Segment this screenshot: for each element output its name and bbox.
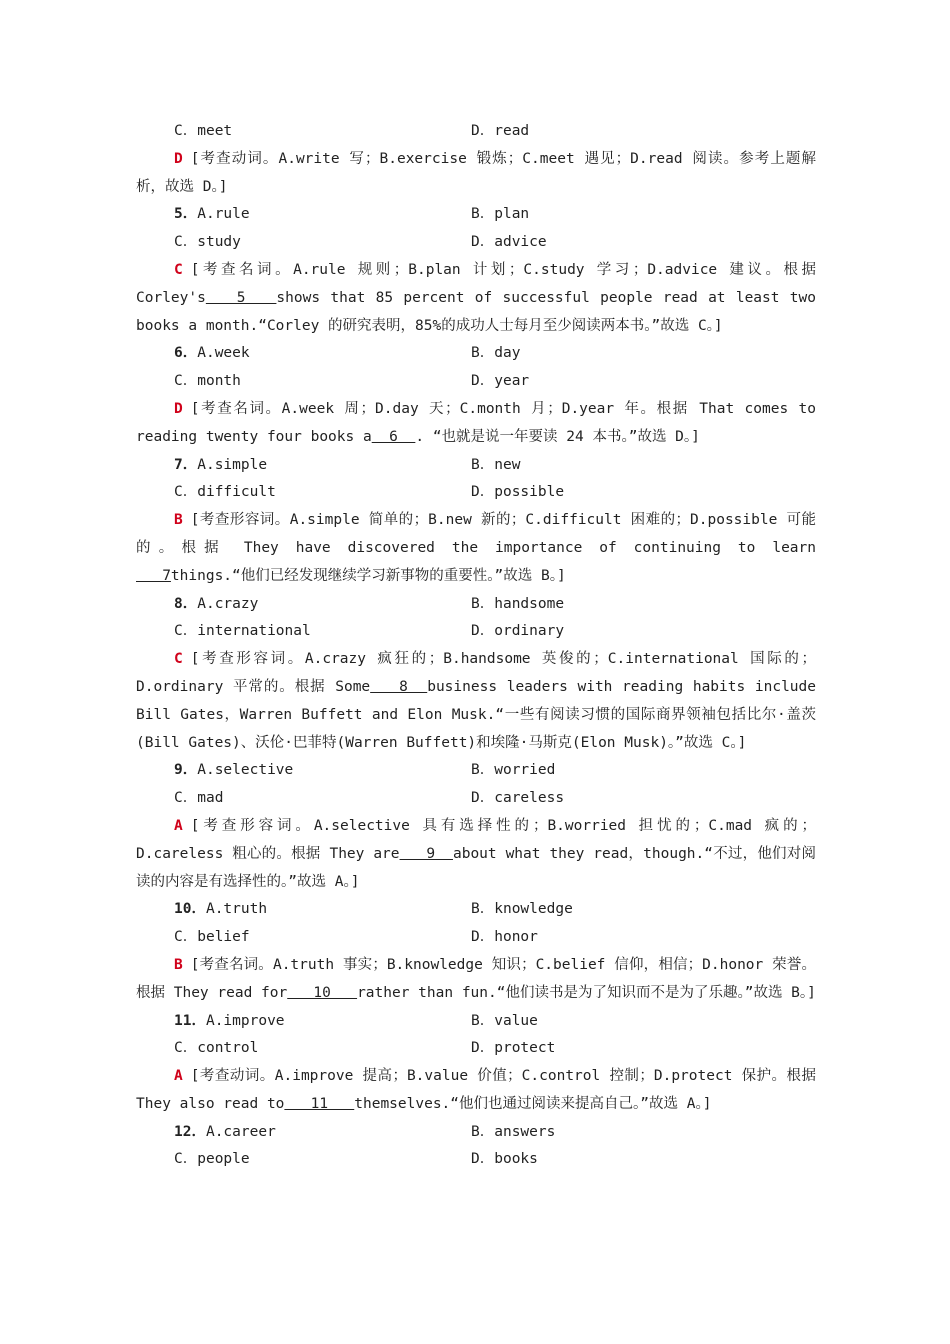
option-text: A.selective: [197, 762, 294, 779]
option-left: [136, 924, 471, 952]
blank-number: 8: [370, 678, 428, 695]
option-left: [136, 757, 471, 785]
option-left: [136, 340, 471, 368]
explanation: [136, 146, 816, 202]
answer-letter: B: [174, 956, 183, 973]
explanation-text-continued: themselves.“他们也通过阅读来提高自己。”故选 A。]: [354, 1095, 712, 1112]
option-text: A.truth: [205, 901, 268, 918]
blank-number: 7: [136, 567, 171, 584]
option-row: [136, 591, 816, 619]
option-right: B．value: [471, 1012, 538, 1029]
explanation: [136, 646, 816, 757]
option-right: D．protect: [471, 1040, 556, 1057]
option-text: C．difficult: [174, 484, 276, 501]
option-left: [136, 591, 471, 619]
option-row: [136, 757, 816, 785]
option-left: [136, 229, 471, 257]
explanation: [136, 507, 816, 590]
explanation-text-continued: business leaders with reading habits include Bill Gates，Warren Buffett and Elon Musk.“一些有阅读习惯的国际商界领袖包括比尔·盖茨(Bill Gates)、沃伦·巴菲特(Warren Buffett)和埃隆·马斯克(Elon Musk)。”故选 C。]: [136, 678, 816, 751]
option-right: D．honor: [471, 929, 538, 946]
option-right: B．handsome: [471, 595, 565, 612]
question-number: 12．: [174, 1123, 206, 1140]
option-text: C．mad: [174, 790, 224, 807]
explanation-text-continued: about what they read，though.“不过，他们对阅读的内容是有选择性的。”故选 A。]: [136, 845, 816, 890]
option-text: C．international: [174, 623, 311, 640]
option-right: D．possible: [471, 484, 565, 501]
explanation-text: [考查名词。A.rule 规则；B.plan 计划；C.study 学习；D.advice 建议。根据 Corley's: [136, 261, 816, 306]
option-row: [136, 229, 816, 257]
answer-letter: D: [174, 400, 183, 417]
answer-letter: D: [174, 150, 183, 167]
option-left: [136, 1008, 471, 1036]
option-right: D．read: [471, 123, 530, 139]
option-left: [136, 201, 471, 229]
explanation-text-continued: rather than fun.“他们读书是为了知识而不是为了乐趣。”故选 B。]: [357, 984, 816, 1001]
answer-letter: C: [174, 651, 183, 668]
option-row: [136, 1035, 816, 1063]
explanation: [136, 813, 816, 896]
question-number: 11．: [174, 1012, 206, 1029]
option-right: B．plan: [471, 206, 530, 223]
explanation-text-continued: . “也就是说一年要读 24 本书。”故选 D。]: [415, 428, 700, 445]
option-left: [136, 118, 471, 146]
option-right: B．new: [471, 456, 521, 473]
option-row: [136, 1146, 816, 1174]
explanation-text: [考查形容词。A.simple 简单的；B.new 新的；C.difficult 困难的；D.possible 可能的。根据 They have discovered the importance of continuing to learn: [136, 512, 816, 556]
option-text: A.improve: [205, 1012, 285, 1029]
explanation-text: [考查动词。A.improve 提高；B.value 价值；C.control 控制；D.protect 保护。根据 They also read to: [136, 1068, 816, 1112]
option-row: [136, 452, 816, 480]
explanation: [136, 1063, 816, 1119]
explanation-text-continued: shows that 85 percent of successful people read at least two books a month.“Corley 的研究表明，85%的成功人士每月至少阅读两本书。”故选 C。]: [136, 289, 816, 334]
option-left: [136, 368, 471, 396]
explanation-text: [考查形容词。A.crazy 疯狂的；B.handsome 英俊的；C.international 国际的；D.ordinary 平常的。根据 Some: [136, 651, 816, 695]
option-right: D．careless: [471, 790, 565, 807]
question-number: 7．: [174, 456, 198, 473]
answer-letter: C: [174, 261, 183, 278]
blank-number: 11: [284, 1095, 355, 1112]
option-right: D．year: [471, 373, 530, 390]
option-left: [136, 1146, 471, 1174]
explanation: [136, 396, 816, 452]
blank-number: 10: [287, 984, 358, 1001]
answer-letter: A: [174, 817, 183, 834]
explanation-text: [考查形容词。A.selective 具有选择性的；B.worried 担忧的；C.mad 疯的；D.careless 粗心的。根据 They are: [136, 817, 816, 862]
blank-number: 5: [205, 289, 277, 306]
option-row: [136, 1008, 816, 1036]
option-right: B．worried: [471, 762, 556, 779]
option-text: C．control: [174, 1040, 259, 1057]
option-text: A.simple: [197, 456, 268, 473]
option-row: [136, 118, 816, 146]
question-number: 8．: [174, 595, 198, 612]
option-left: [136, 1119, 471, 1147]
option-right: D．advice: [471, 234, 547, 251]
option-text: C．belief: [174, 929, 250, 946]
option-row: [136, 924, 816, 952]
option-row: [136, 618, 816, 646]
option-text: C．people: [174, 1151, 250, 1168]
option-right: B．answers: [471, 1123, 556, 1140]
option-text: C．meet: [174, 123, 233, 139]
option-row: [136, 479, 816, 507]
option-left: [136, 896, 471, 924]
option-row: [136, 368, 816, 396]
document-page: [136, 118, 816, 1174]
option-text: A.career: [205, 1123, 276, 1140]
explanation-text: [考查名词。A.truth 事实；B.knowledge 知识；C.belief 信仰，相信；D.honor 荣誉。根据 They read for: [136, 956, 816, 1001]
option-row: [136, 1119, 816, 1147]
blank-number: 9: [399, 845, 453, 862]
option-right: D．ordinary: [471, 623, 565, 640]
question-number: 5．: [174, 206, 198, 223]
option-right: D．books: [471, 1151, 538, 1168]
question-number: 9．: [174, 762, 198, 779]
answer-letter: B: [174, 512, 183, 529]
option-text: A.rule: [197, 206, 250, 223]
option-left: [136, 618, 471, 646]
option-row: [136, 340, 816, 368]
option-row: [136, 785, 816, 813]
option-left: [136, 1035, 471, 1063]
option-left: [136, 452, 471, 480]
option-row: [136, 201, 816, 229]
option-left: [136, 479, 471, 507]
explanation: [136, 952, 816, 1008]
option-text: C．month: [174, 373, 241, 390]
option-left: [136, 785, 471, 813]
explanation: [136, 257, 816, 340]
option-right: B．knowledge: [471, 901, 573, 918]
option-right: B．day: [471, 345, 521, 362]
blank-number: 6: [371, 428, 416, 445]
explanation-text: [考查名词。A.week 周；D.day 天；C.month 月；D.year 年。根据 That comes to reading twenty four books a: [136, 400, 816, 445]
option-text: A.crazy: [197, 595, 259, 612]
explanation-text: [考查动词。A.write 写；B.exercise 锻炼；C.meet 遇见；D.read 阅读。参考上题解析，故选 D。]: [136, 150, 816, 195]
question-number: 6．: [174, 345, 198, 362]
answer-letter: A: [174, 1068, 183, 1085]
explanation-text-continued: things.“他们已经发现继续学习新事物的重要性。”故选 B。]: [170, 567, 566, 584]
option-row: [136, 896, 816, 924]
option-text: C．study: [174, 234, 241, 251]
question-number: 10．: [174, 901, 206, 918]
option-text: A.week: [197, 345, 250, 362]
